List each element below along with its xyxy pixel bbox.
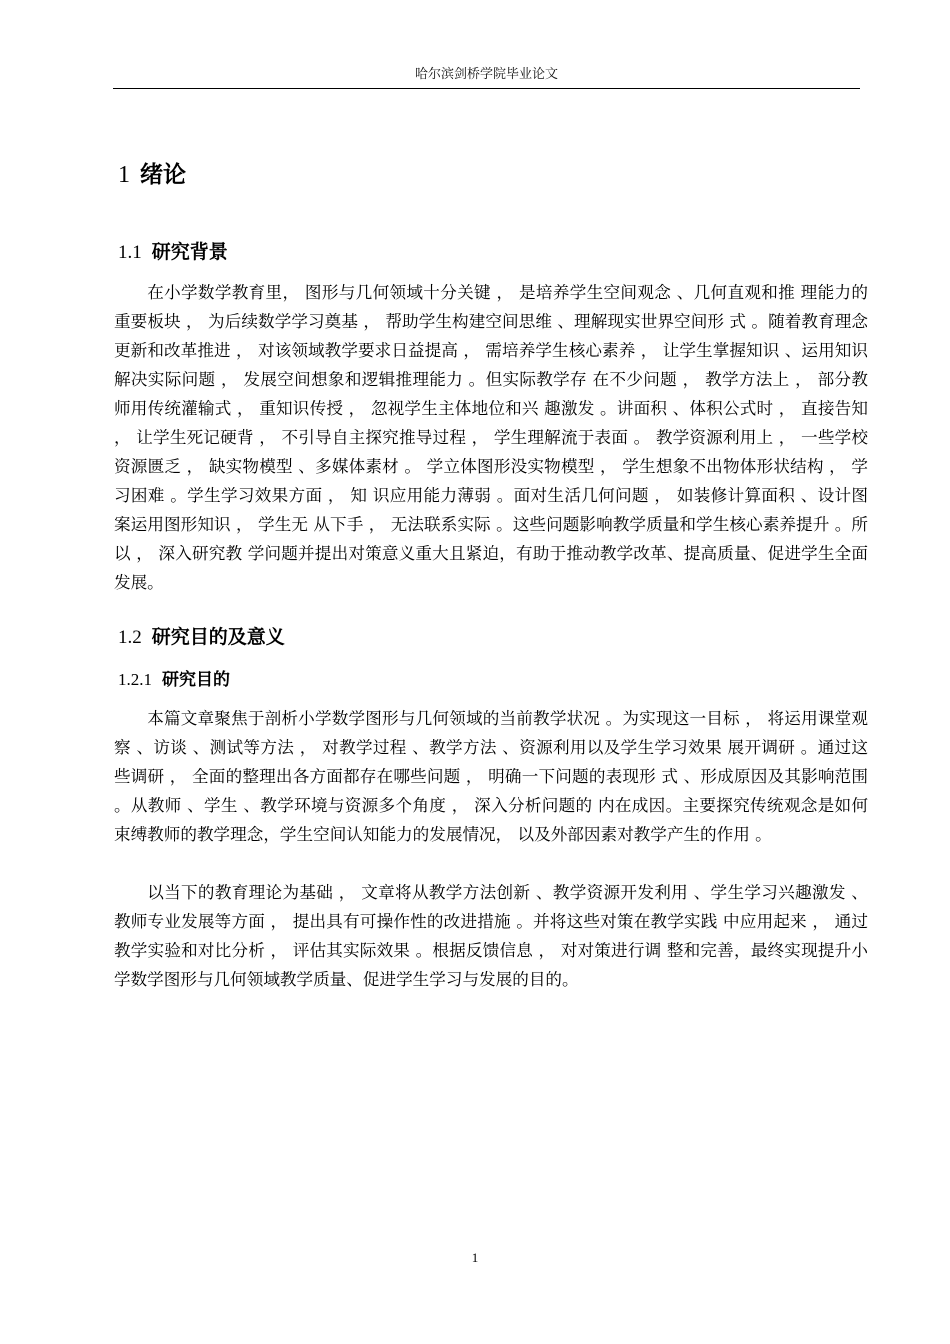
chapter-number: 1 bbox=[118, 162, 130, 188]
subsection-heading-1-2-1 bbox=[118, 667, 230, 693]
page-number: 1 bbox=[471, 1250, 479, 1265]
running-header: 哈尔滨剑桥学院毕业论文 bbox=[414, 67, 558, 82]
paragraph-research-purpose-1: 本篇文章聚焦于剖析小学数学图形与几何领域的当前教学状况 。为实现这一目标 ， 将运用课堂观察 、访谈 、测试等方法 ， 对教学过程 、教学方法 、资源利用以及学生学习效果 展开调研 。通过这些调研 ， 全面的整理出各方面都存在哪些问题 ， 明确一下问题的表现形 式 、形成原因及其影响范围 。从教师 、学生 、教学环境与资源多个角度 ， 深入分析问题的 内在成因。主要探究传统观念是如何束缚教师的教学理念，学生空间认知能力的发展情况， 以及外部因素对教学产生的作用 。 bbox=[114, 709, 868, 844]
paragraph-research-background: 在小学数学教育里， 图形与几何领域十分关键 ， 是培养学生空间观念 、几何直观和推 理能力的重要板块 ， 为后续数学学习奠基 ， 帮助学生构建空间思维 、理解现实世界空间形 式 。随着教育理念更新和改革推进 ， 对该领域教学要求日益提高 ， 需培养学生核心素养 ， 让学生掌握知识 、运用知识解决实际问题 ， 发展空间想象和逻辑推理能力 。但实际教学存 在不少问题 ， 教学方法上 ， 部分教师用传统灌输式 ， 重知识传授 ， 忽视学生主体地位和兴 趣激发 。讲面积 、体积公式时 ， 直接告知 ， 让学生死记硬背 ， 不引导自主探究推导过程 ， 学生理解流于表面 。 教学资源利用上 ， 一些学校资源匮乏 ， 缺实物模型 、多媒体素材 。 学立体图形没实物模型 ， 学生想象不出物体形状结构 ， 学习困难 。学生学习效果方面 ， 知 识应用能力薄弱 。面对生活几何问题 ， 如装修计算面积 、设计图案运用图形知识 ， 学生无 从下手 ， 无法联系实际 。这些问题影响教学质量和学生核心素养提升 。所以 ， 深入研究教 学问题并提出对策意义重大且紧迫，有助于推动教学改革、提高质量、促进学生全面发展。 bbox=[114, 283, 868, 592]
section-heading-1-1 bbox=[118, 238, 228, 267]
header-rule bbox=[113, 88, 860, 89]
paragraph-research-purpose-2: 以当下的教育理论为基础 ， 文章将从教学方法创新 、教学资源开发利用 、学生学习兴趣激发 、教师专业发展等方面 ， 提出具有可操作性的改进措施 。并将这些对策在教学实践 中应用起来 ， 通过教学实验和对比分析 ， 评估其实际效果 。根据反馈信息 ， 对对策进行调 整和完善，最终实现提升小学数学图形与几何领域教学质量、促进学生学习与发展的目的。 bbox=[114, 883, 868, 989]
section-number: 1.2 bbox=[118, 627, 142, 648]
section-title: 研究目的及意义 bbox=[151, 626, 285, 648]
subsection-number: 1.2.1 bbox=[118, 670, 152, 689]
section-heading-1-2 bbox=[118, 623, 285, 652]
section-title: 研究背景 bbox=[151, 241, 228, 263]
chapter-heading bbox=[118, 158, 186, 192]
chapter-title: 绪论 bbox=[140, 162, 186, 188]
section-number: 1.1 bbox=[118, 242, 142, 263]
subsection-title: 研究目的 bbox=[162, 670, 230, 690]
